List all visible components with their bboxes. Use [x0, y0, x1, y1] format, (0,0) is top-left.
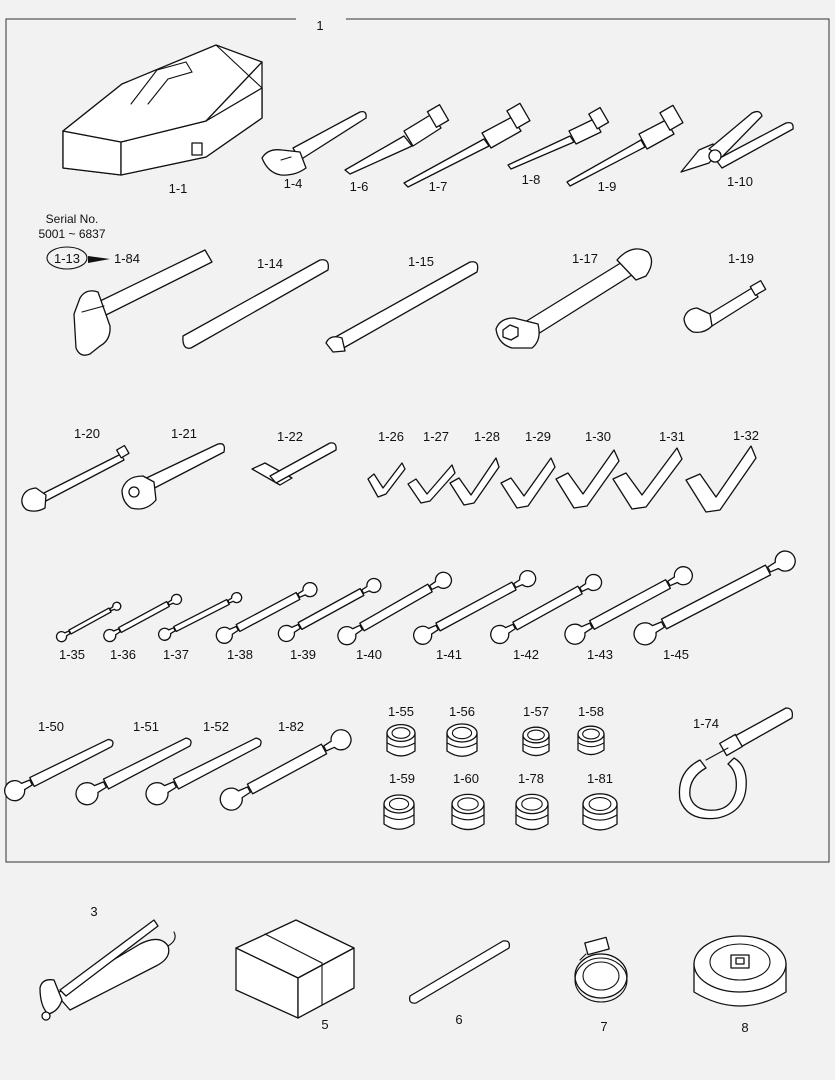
double-open-wrench-icon — [214, 580, 320, 646]
label-6: 6 — [455, 1012, 463, 1027]
label-1-58: 1-58 — [577, 704, 605, 719]
socket-icon — [387, 725, 415, 756]
label-1-55: 1-55 — [387, 704, 415, 719]
label-1-27: 1-27 — [422, 429, 450, 444]
double-open-wrench-group — [55, 548, 799, 649]
socket-icon — [384, 795, 414, 829]
label-1-51: 1-51 — [132, 719, 160, 734]
label-1-82: 1-82 — [277, 719, 305, 734]
label-1-52: 1-52 — [202, 719, 230, 734]
hex-key-icon — [556, 450, 619, 508]
extension-icon — [684, 281, 766, 333]
label-1-19: 1-19 — [727, 251, 755, 266]
label-1-38: 1-38 — [226, 647, 254, 662]
label-5: 5 — [321, 1017, 329, 1032]
serial-note-line1: Serial No. — [45, 212, 99, 226]
double-open-wrench-icon — [276, 576, 384, 644]
socket-group — [384, 724, 617, 830]
label-1-21: 1-21 — [170, 426, 198, 441]
label-1-1: 1-1 — [168, 181, 188, 196]
label-1-26: 1-26 — [377, 429, 405, 444]
socket-icon — [583, 794, 617, 830]
label-7: 7 — [600, 1019, 608, 1034]
label-1-81: 1-81 — [586, 771, 614, 786]
label-1-9: 1-9 — [597, 179, 617, 194]
box-icon — [236, 920, 354, 1018]
double-open-wrench-icon — [488, 572, 605, 647]
kit-callout: 1 — [316, 18, 324, 33]
bar-icon — [183, 260, 328, 349]
hex-key-icon — [613, 448, 682, 509]
label-8: 8 — [741, 1020, 749, 1035]
bar-icon — [326, 262, 478, 352]
single-open-wrench-icon — [142, 738, 261, 808]
double-open-wrench-icon — [561, 564, 695, 648]
label-1-40: 1-40 — [355, 647, 383, 662]
toolbox-icon — [63, 45, 262, 175]
label-1-31: 1-31 — [658, 429, 686, 444]
serial-note-line2: 5001 ~ 6837 — [38, 227, 106, 241]
hex-key-icon — [368, 463, 405, 497]
row5-wrench-group — [1, 726, 354, 814]
label-1-28: 1-28 — [473, 429, 501, 444]
label-1-78: 1-78 — [517, 771, 545, 786]
t-handle-icon — [252, 443, 336, 485]
rod-icon — [410, 941, 510, 1003]
socket-icon — [523, 727, 549, 755]
double-open-wrench-icon — [335, 569, 455, 648]
replaced-by-arrow-icon — [88, 256, 110, 263]
pliers-icon — [681, 112, 793, 172]
label-1-13: 1-13 — [53, 251, 81, 266]
hex-key-icon — [408, 465, 455, 503]
label-1-30: 1-30 — [584, 429, 612, 444]
label-1-20: 1-20 — [73, 426, 101, 441]
label-1-7: 1-7 — [428, 179, 448, 194]
screwdriver-icon — [567, 105, 683, 186]
label-1-10: 1-10 — [726, 174, 754, 189]
label-1-42: 1-42 — [512, 647, 540, 662]
label-1-41: 1-41 — [435, 647, 463, 662]
label-1-74: 1-74 — [692, 716, 720, 731]
socket-icon — [447, 724, 477, 756]
label-1-15: 1-15 — [407, 254, 435, 269]
label-1-37: 1-37 — [162, 647, 190, 662]
double-open-wrench-icon — [216, 726, 354, 814]
hose-clamp-icon — [575, 937, 627, 1002]
label-1-36: 1-36 — [109, 647, 137, 662]
label-1-60: 1-60 — [452, 771, 480, 786]
double-open-wrench-icon — [410, 568, 538, 648]
screwdriver-icon — [404, 103, 530, 187]
label-1-17: 1-17 — [571, 251, 599, 266]
label-1-57: 1-57 — [522, 704, 550, 719]
label-1-29: 1-29 — [524, 429, 552, 444]
label-1-45: 1-45 — [662, 647, 690, 662]
label-1-22: 1-22 — [276, 429, 304, 444]
hex-key-icon — [450, 458, 499, 505]
label-1-8: 1-8 — [521, 172, 541, 187]
label-1-6: 1-6 — [349, 179, 369, 194]
socket-icon — [516, 794, 548, 829]
socket-icon — [578, 726, 604, 754]
label-1-14: 1-14 — [256, 256, 284, 271]
adjustable-wrench-icon — [262, 112, 366, 176]
label-1-39: 1-39 — [289, 647, 317, 662]
label-1-84: 1-84 — [113, 251, 141, 266]
grease-gun-icon — [40, 920, 175, 1020]
label-3: 3 — [90, 904, 98, 919]
label-1-4: 1-4 — [283, 176, 303, 191]
ratchet-icon — [122, 444, 224, 509]
label-1-56: 1-56 — [448, 704, 476, 719]
label-1-43: 1-43 — [586, 647, 614, 662]
hex-key-icon — [686, 446, 756, 512]
label-1-32: 1-32 — [732, 428, 760, 443]
label-1-35: 1-35 — [58, 647, 86, 662]
label-1-50: 1-50 — [37, 719, 65, 734]
socket-icon — [452, 794, 484, 829]
label-1-59: 1-59 — [388, 771, 416, 786]
filter-cup-wrench-icon — [694, 936, 786, 1006]
extension-bar-icon — [22, 446, 129, 512]
double-open-wrench-icon — [630, 548, 798, 649]
hex-key-icon — [501, 458, 555, 508]
